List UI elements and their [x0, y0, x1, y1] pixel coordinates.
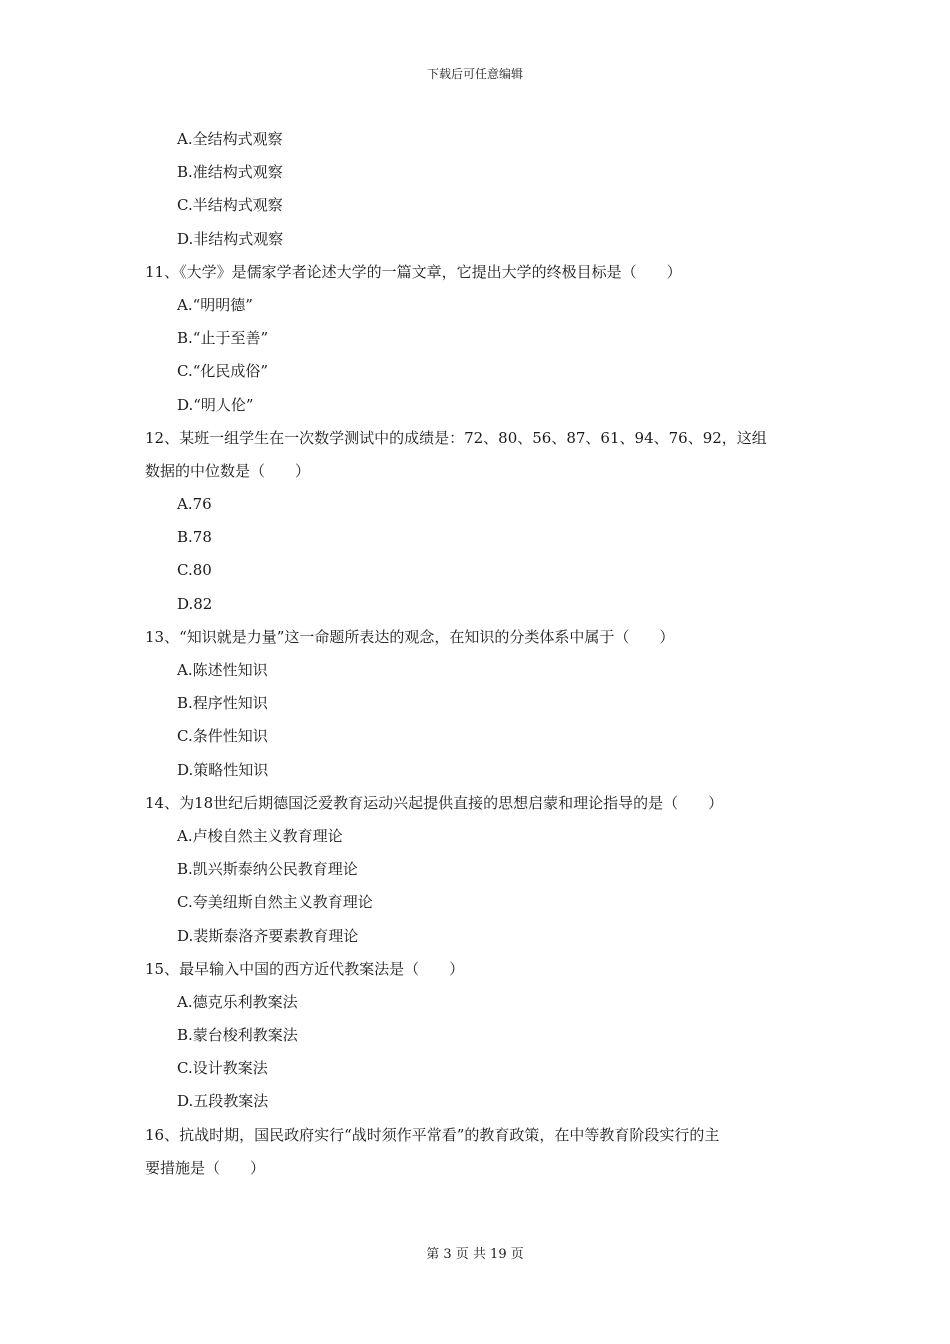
option-line: A.陈述性知识: [177, 661, 268, 679]
question-line: 12、某班一组学生在一次数学测试中的成绩是：72、80、56、87、61、94、76、92，这组: [145, 428, 767, 447]
option-line: D.“明人伦”: [177, 395, 254, 414]
option-line: A.德克乐利教案法: [177, 992, 298, 1011]
option-line: A.全结构式观察: [177, 130, 283, 148]
option-line: D.82: [177, 594, 213, 613]
option-line: C.半结构式观察: [177, 196, 283, 215]
option-line: A.76: [177, 495, 212, 514]
option-line: B.蒙台梭利教案法: [177, 1026, 298, 1045]
question-line: 14、为18世纪后期德国泛爱教育运动兴起提供直接的思想启蒙和理论指导的是（ ）: [145, 793, 724, 812]
question-line: 11、《大学》是儒家学者论述大学的一篇文章，它提出大学的终极目标是（ ）: [145, 262, 682, 281]
question-line: 要措施是（ ）: [145, 1158, 266, 1177]
question-line: 16、抗战时期，国民政府实行“战时须作平常看”的教育政策，在中等教育阶段实行的主: [145, 1125, 720, 1144]
page-footer: 第 3 页 共 19 页: [426, 1247, 524, 1262]
option-line: B.凯兴斯泰纳公民教育理论: [177, 860, 358, 879]
option-line: D.非结构式观察: [177, 229, 284, 248]
question-line: 数据的中位数是（ ）: [145, 461, 311, 480]
option-line: B.程序性知识: [177, 694, 268, 713]
question-line: 13、“知识就是力量”这一命题所表达的观念，在知识的分类体系中属于（ ）: [145, 627, 675, 646]
option-line: D.策略性知识: [177, 760, 269, 779]
option-line: C.夸美纽斯自然主义教育理论: [177, 893, 373, 912]
option-line: B.“止于至善”: [177, 329, 269, 348]
page-header: 下载后可任意编辑: [426, 67, 523, 81]
option-line: D.五段教案法: [177, 1092, 269, 1111]
option-line: B.准结构式观察: [177, 163, 283, 182]
option-line: C.设计教案法: [177, 1059, 268, 1078]
option-line: B.78: [177, 528, 212, 547]
option-line: A.卢梭自然主义教育理论: [177, 826, 343, 845]
option-line: C.“化民成俗”: [177, 362, 269, 381]
option-line: D.裴斯泰洛齐要素教育理论: [177, 926, 359, 945]
option-line: C.80: [177, 561, 212, 580]
option-line: A.“明明德”: [177, 295, 253, 314]
option-line: C.条件性知识: [177, 727, 268, 746]
document-body: [145, 123, 815, 1185]
question-line: 15、最早输入中国的西方近代教案法是（ ）: [145, 959, 465, 978]
